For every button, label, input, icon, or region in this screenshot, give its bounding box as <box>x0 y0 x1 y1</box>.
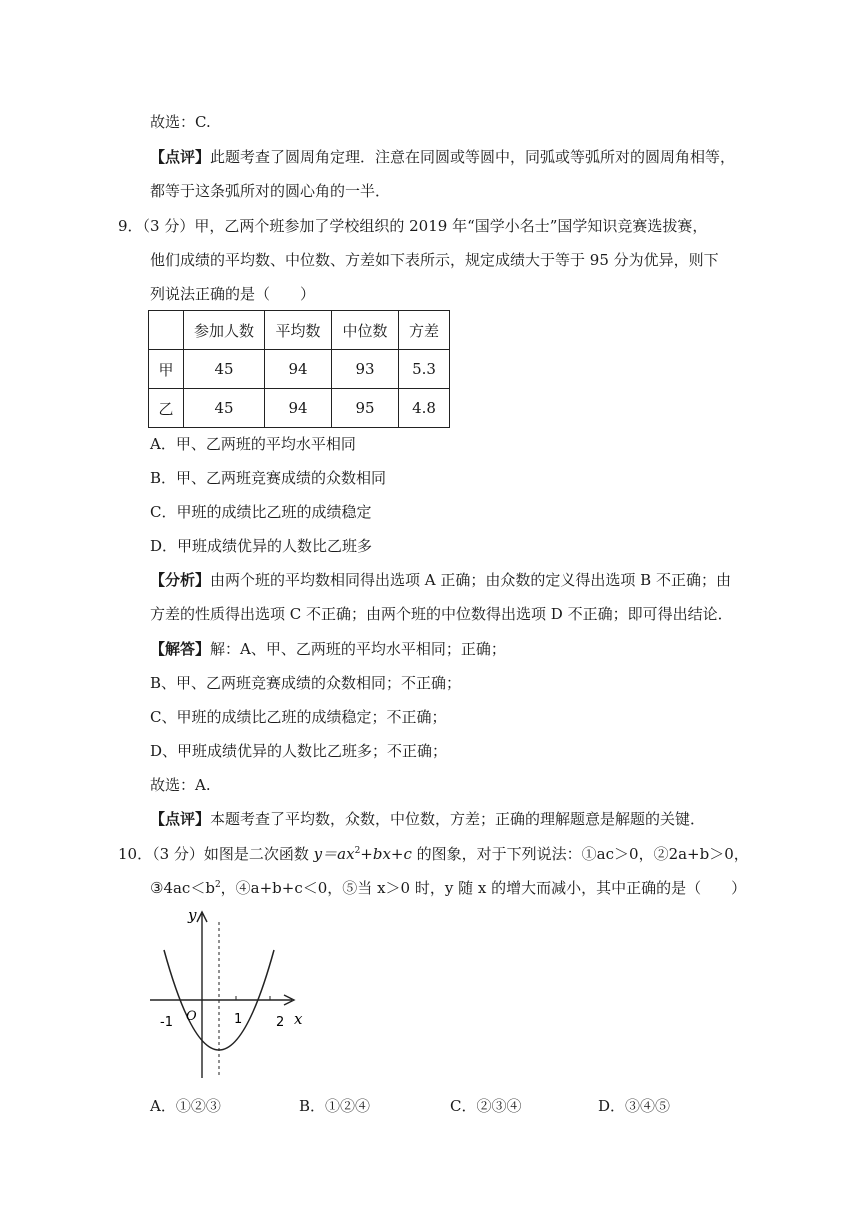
q9-option-c: C．甲班的成绩比乙班的成绩稳定 <box>150 503 372 521</box>
q9-option-d: D．甲班成绩优异的人数比乙班多 <box>150 537 373 555</box>
y-label: y <box>188 906 197 924</box>
table-cell: 94 <box>265 389 332 428</box>
prev-review <box>150 147 735 167</box>
table-cell: 93 <box>332 350 399 389</box>
q9-stem-line3: 列说法正确的是（ ） <box>150 285 316 303</box>
table-cell: 乙 <box>149 389 184 428</box>
q10-stem-line2 <box>150 878 746 898</box>
minus-one-label: -1 <box>160 1015 173 1030</box>
table-header-row <box>149 311 450 350</box>
q9-solution <box>150 639 506 659</box>
q10-func-exponent: 2 <box>354 846 361 856</box>
prev-choice-line: 故选：C. <box>150 113 211 131</box>
analysis-tag: 【分析】 <box>150 571 211 589</box>
parabola-graph <box>148 906 308 1082</box>
q9-solution-line: B、甲、乙两班竞赛成绩的众数相同；不正确； <box>150 674 462 692</box>
q10-stem-line2-a: ③4ac＜b <box>150 879 215 897</box>
table-cell: 甲 <box>149 350 184 389</box>
table-cell: 45 <box>184 389 265 428</box>
q9-solution-line: C、甲班的成绩比乙班的成绩稳定；不正确； <box>150 708 447 726</box>
table-header-cell: 参加人数 <box>184 311 265 350</box>
table-header-cell <box>149 311 184 350</box>
table-cell: 95 <box>332 389 399 428</box>
review-text: 本题考查了平均数，众数，中位数，方差；正确的理解题意是解题的关键． <box>210 810 706 828</box>
q9-solution-line: 故选：A. <box>150 776 211 794</box>
two-label: 2 <box>276 1015 285 1030</box>
q9-analysis-line2: 方差的性质得出选项 C 不正确；由两个班的中位数得出选项 D 不正确；即可得出结论． <box>150 605 733 623</box>
q10-option-d: D．③④⑤ <box>598 1097 671 1115</box>
review-tag: 【点评】 <box>150 148 211 166</box>
table-header-cell: 平均数 <box>265 311 332 350</box>
q10-stem-suffix: 的图象，对于下列说法：①ac＞0，②2a+b＞0， <box>411 845 749 863</box>
q9-review <box>150 809 705 829</box>
q10-func-rest: +bx+c <box>360 845 412 863</box>
q10-stem-line2-exponent: 2 <box>214 880 221 890</box>
table-cell: 4.8 <box>399 389 450 428</box>
solution-text: 解：A、甲、乙两班的平均水平相同；正确； <box>210 640 506 658</box>
solution-tag: 【解答】 <box>150 640 211 658</box>
q9-option-a: A．甲、乙两班的平均水平相同 <box>150 435 356 453</box>
review-tag: 【点评】 <box>150 810 211 828</box>
q10-stem-line1 <box>118 844 749 864</box>
q9-stem-line2: 他们成绩的平均数、中位数、方差如下表所示，规定成绩大于等于 95 分为优异，则下 <box>150 251 719 269</box>
table-row <box>149 389 450 428</box>
q10-option-b: B．①②④ <box>299 1097 371 1115</box>
table-header-cell: 中位数 <box>332 311 399 350</box>
table-header-cell: 方差 <box>399 311 450 350</box>
q9-option-b: B．甲、乙两班竞赛成绩的众数相同 <box>150 469 387 487</box>
table-cell: 5.3 <box>399 350 450 389</box>
q9-stem-line1: 9．（3 分）甲，乙两个班参加了学校组织的 2019 年“国学小名士”国学知识竞赛选拔赛， <box>118 217 708 235</box>
q9-analysis <box>150 570 731 590</box>
q9-stats-table <box>148 310 450 428</box>
table-cell: 94 <box>265 350 332 389</box>
q10-stem-line2-b: ，④a+b+c＜0，⑤当 x＞0 时，y 随 x 的增大而减小，其中正确的是（ ） <box>220 879 747 897</box>
q9-solution-line: D、甲班成绩优异的人数比乙班多；不正确； <box>150 742 448 760</box>
table-cell: 45 <box>184 350 265 389</box>
one-label: 1 <box>234 1012 243 1027</box>
x-label: x <box>294 1010 303 1028</box>
q10-option-c: C．②③④ <box>450 1097 522 1115</box>
q10-option-a: A．①②③ <box>150 1097 221 1115</box>
q10-func: y＝ax <box>313 845 355 863</box>
q10-stem-prefix: 10．（3 分）如图是二次函数 <box>118 845 314 863</box>
origin-label: O <box>186 1009 197 1024</box>
table-row <box>149 350 450 389</box>
prev-review-line2: 都等于这条弧所对的圆心角的一半． <box>150 182 391 200</box>
review-text: 此题考查了圆周角定理．注意在同圆或等圆中，同弧或等弧所对的圆周角相等， <box>210 148 736 166</box>
analysis-text: 由两个班的平均数相同得出选项 A 正确；由众数的定义得出选项 B 不正确；由 <box>210 571 731 589</box>
